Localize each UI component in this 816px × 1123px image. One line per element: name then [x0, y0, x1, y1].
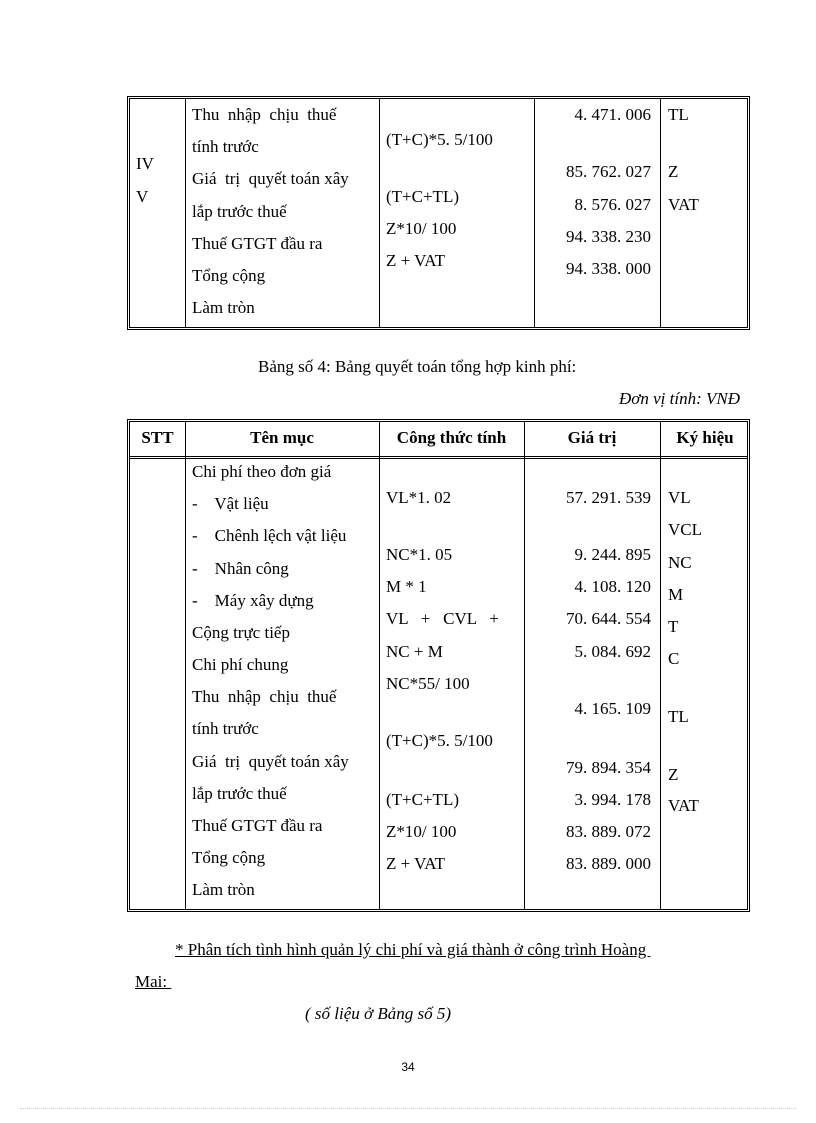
item-cell: Giá trị quyết toán xây [192, 169, 349, 188]
item-cell: lắp trước thuế [192, 202, 287, 221]
value-cell: 79. 894. 354 [566, 758, 651, 777]
formula-cell: (T+C)*5. 5/100 [386, 731, 493, 750]
item-cell: - Nhân công [192, 559, 289, 578]
symbol-cell: NC [668, 553, 692, 572]
value-cell: 83. 889. 000 [566, 854, 651, 873]
formula-cell: (T+C+TL) [386, 187, 459, 206]
item-cell: lắp trước thuế [192, 784, 287, 803]
header-formula: Công thức tính [396, 428, 507, 447]
symbol-cell: VAT [668, 195, 699, 214]
item-cell: Làm tròn [192, 880, 255, 899]
item-cell: Thuế GTGT đầu ra [192, 816, 323, 835]
symbol-cell: VAT [668, 796, 699, 815]
page-bottom-divider [20, 1108, 796, 1109]
analysis-heading-cont: Mai: [135, 972, 172, 991]
value-cell: 8. 576. 027 [574, 195, 651, 214]
value-cell: 4. 108. 120 [574, 577, 651, 596]
value-cell: 94. 338. 230 [566, 227, 651, 246]
formula-cell: Z*10/ 100 [386, 219, 457, 238]
item-cell: Làm tròn [192, 298, 255, 317]
item-cell: tính trước [192, 137, 259, 156]
symbol-cell: VCL [668, 520, 702, 539]
value-cell: 3. 994. 178 [574, 790, 651, 809]
formula-cell: VL + CVL + [386, 609, 499, 628]
column-divider [660, 422, 661, 909]
value-cell: 4. 471. 006 [574, 105, 651, 124]
value-cell: 70. 644. 554 [566, 609, 651, 628]
header-symbol: Ký hiệu [676, 428, 734, 447]
cost-table-continued [127, 96, 750, 330]
item-cell: tính trước [192, 719, 259, 738]
column-divider [185, 422, 186, 909]
value-cell: 83. 889. 072 [566, 822, 651, 841]
header-stt: STT [141, 428, 174, 447]
item-cell: Thu nhập chịu thuế [192, 687, 337, 706]
formula-cell: Z*10/ 100 [386, 822, 457, 841]
formula-cell: NC*1. 05 [386, 545, 453, 564]
item-cell: Giá trị quyết toán xây [192, 752, 349, 771]
value-cell: 5. 084. 692 [574, 642, 651, 661]
summary-cost-table [127, 419, 750, 912]
item-cell: - Chênh lệch vật liệu [192, 526, 347, 545]
item-cell: - Máy xây dựng [192, 591, 314, 610]
symbol-cell: TL [668, 105, 689, 124]
symbol-cell: T [668, 617, 679, 636]
item-cell: Thuế GTGT đầu ra [192, 234, 323, 253]
item-cell: Thu nhập chịu thuế [192, 105, 337, 124]
column-divider [379, 99, 380, 327]
formula-cell: (T+C)*5. 5/100 [386, 130, 493, 149]
analysis-heading: * Phân tích tình hình quản lý chi phí và giá thành ở công trình Hoàng [175, 940, 651, 959]
item-cell: - Vật liệu [192, 494, 269, 513]
header-value: Giá trị [567, 428, 617, 447]
page-number: 34 [401, 1060, 415, 1074]
symbol-cell: VL [668, 488, 691, 507]
column-divider [524, 422, 525, 909]
value-cell: 9. 244. 895 [574, 545, 651, 564]
formula-cell: Z + VAT [386, 854, 446, 873]
formula-cell: NC + M [386, 642, 443, 661]
value-cell: 94. 338. 000 [566, 259, 651, 278]
item-cell: Tổng cộng [192, 266, 266, 285]
item-cell: Chi phí chung [192, 655, 289, 674]
formula-cell: NC*55/ 100 [386, 674, 470, 693]
header-item: Tên mục [250, 428, 314, 447]
column-divider [660, 99, 661, 327]
table-caption: Bảng số 4: Bảng quyết toán tổng hợp kinh phí: [258, 357, 577, 376]
formula-cell: (T+C+TL) [386, 790, 459, 809]
data-source-note: ( số liệu ở Bảng số 5) [305, 1004, 452, 1023]
symbol-cell: Z [668, 162, 679, 181]
formula-cell: Z + VAT [386, 251, 446, 270]
header-divider [130, 456, 747, 459]
item-cell: Cộng trực tiếp [192, 623, 290, 642]
symbol-cell: C [668, 649, 680, 668]
formula-cell: VL*1. 02 [386, 488, 452, 507]
column-divider [185, 99, 186, 327]
unit-label: Đơn vị tính: VNĐ [619, 389, 740, 408]
symbol-cell: TL [668, 707, 689, 726]
value-cell: 4. 165. 109 [574, 699, 651, 718]
symbol-cell: M [668, 585, 684, 604]
stt-cell: IV [136, 154, 154, 173]
item-cell: Chi phí theo đơn giá [192, 462, 332, 481]
column-divider [534, 99, 535, 327]
value-cell: 57. 291. 539 [566, 488, 651, 507]
stt-cell: V [136, 187, 149, 206]
formula-cell: M * 1 [386, 577, 427, 596]
item-cell: Tổng cộng [192, 848, 266, 867]
value-cell: 85. 762. 027 [566, 162, 651, 181]
column-divider [379, 422, 380, 909]
symbol-cell: Z [668, 765, 679, 784]
